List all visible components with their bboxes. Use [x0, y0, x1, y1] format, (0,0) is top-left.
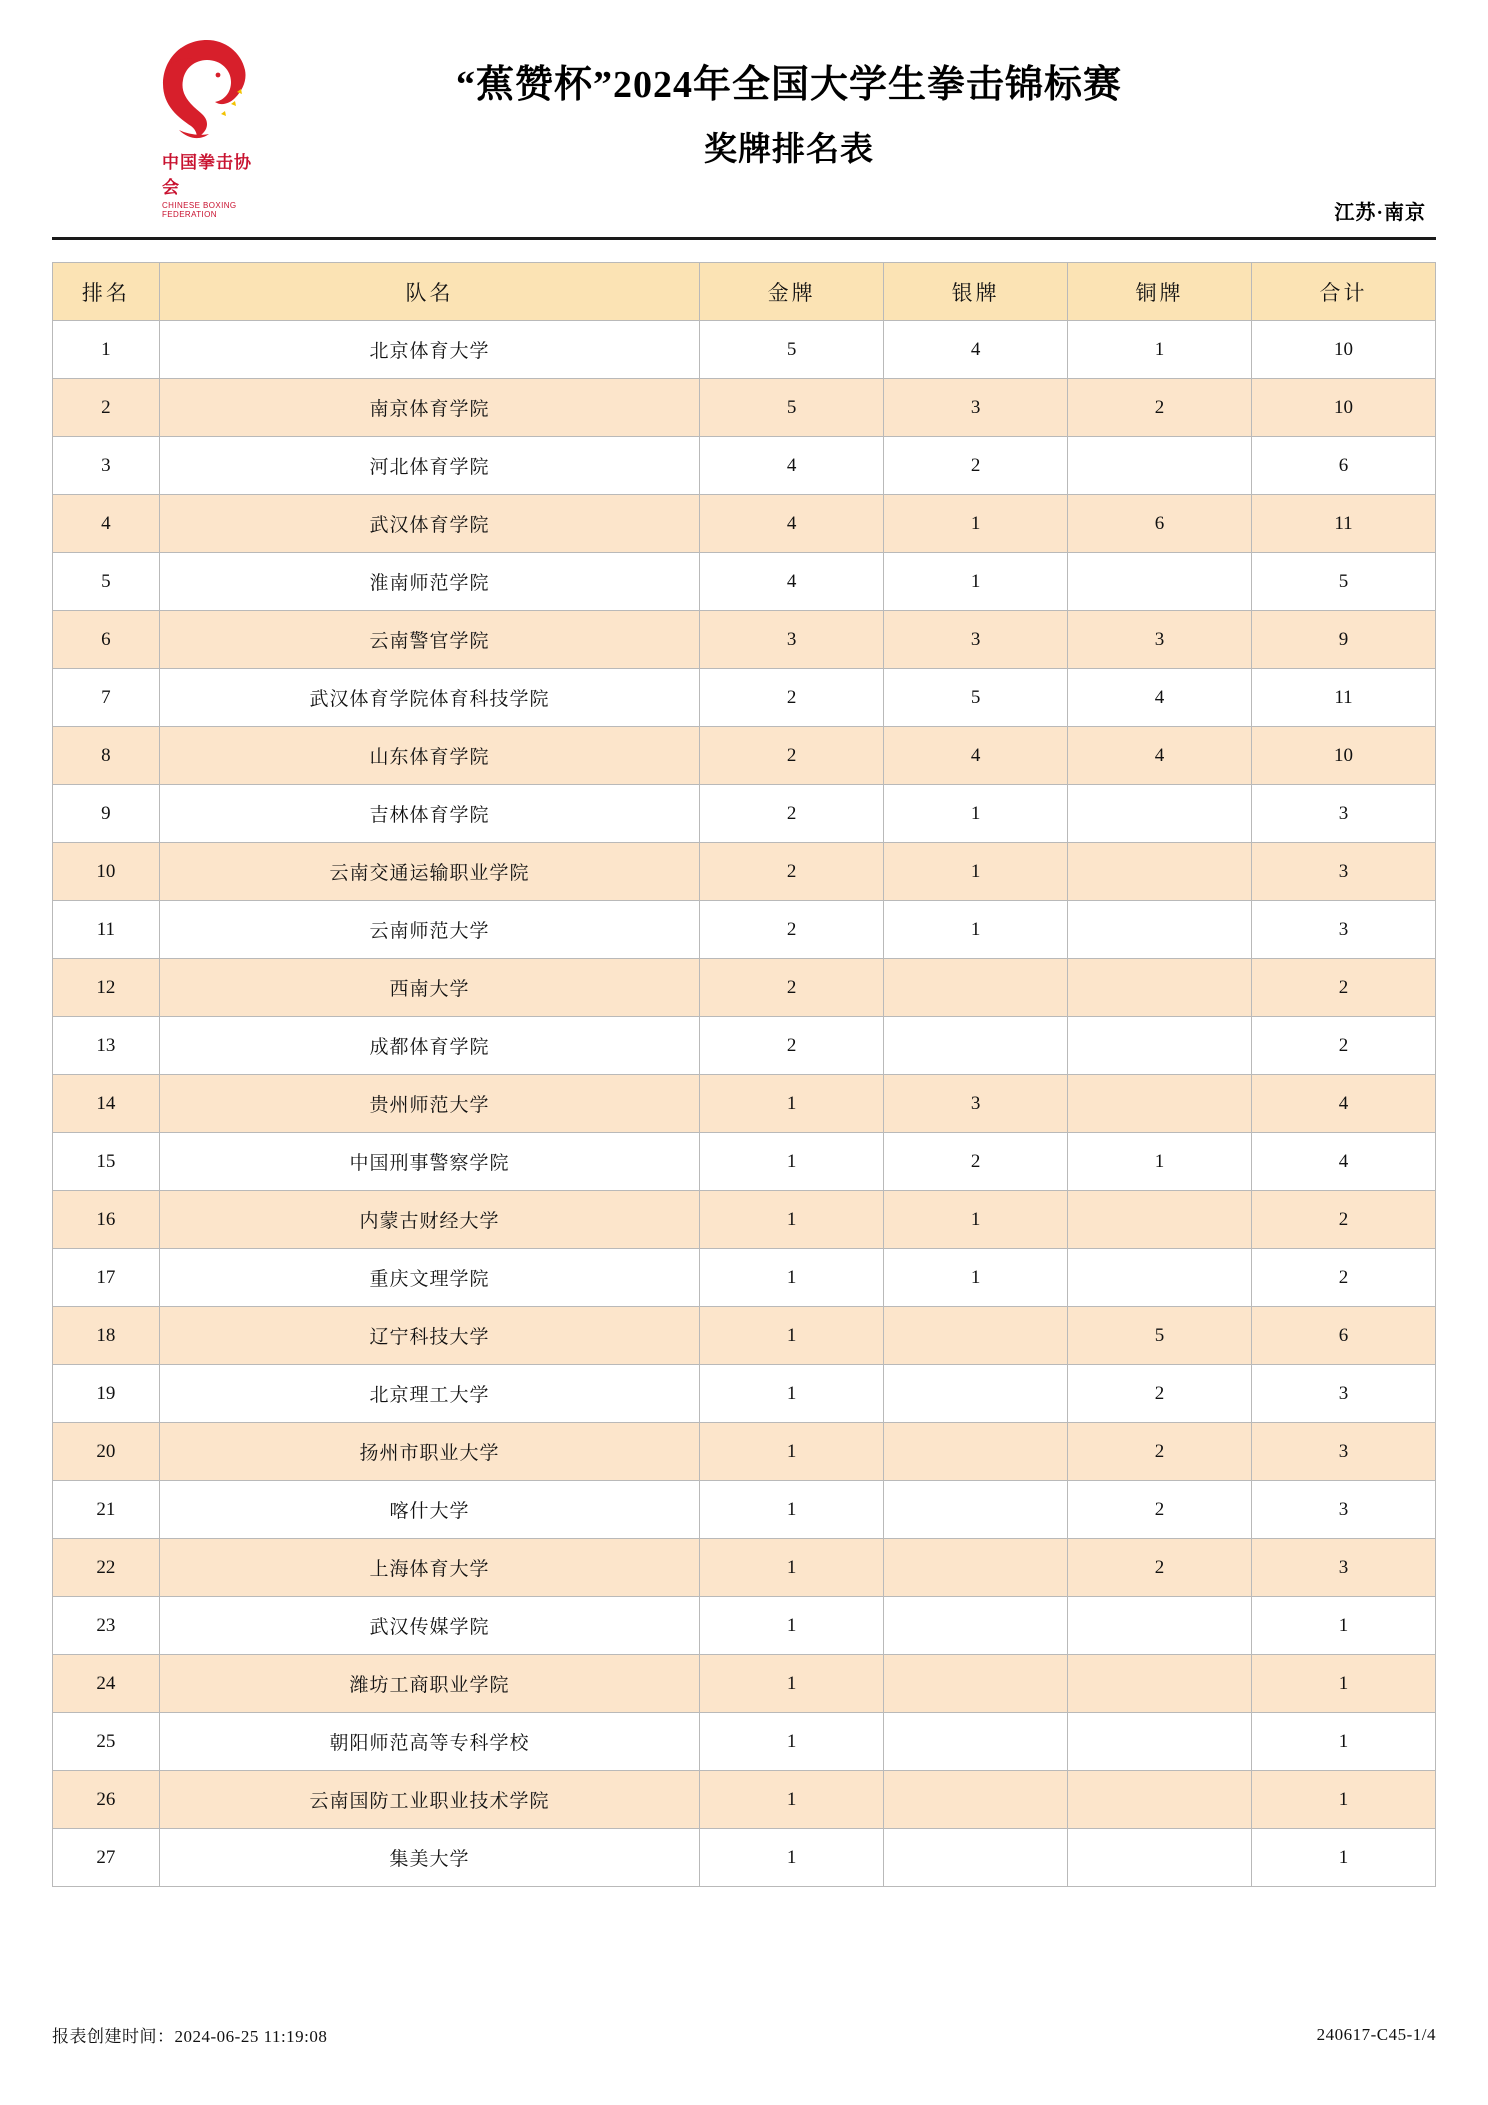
- cell-silver: 1: [884, 1249, 1068, 1307]
- cell-total: 1: [1252, 1771, 1436, 1829]
- cell-silver: 1: [884, 553, 1068, 611]
- cell-silver: 4: [884, 727, 1068, 785]
- cell-rank: 23: [53, 1597, 160, 1655]
- cell-total: 11: [1252, 495, 1436, 553]
- cell-silver: [884, 1423, 1068, 1481]
- cell-rank: 22: [53, 1539, 160, 1597]
- boxing-dragon-icon: [151, 34, 263, 146]
- cell-rank: 21: [53, 1481, 160, 1539]
- cell-gold: 4: [700, 553, 884, 611]
- logo-name-cn: 中国拳击协会: [162, 153, 252, 197]
- cell-silver: [884, 1481, 1068, 1539]
- cell-total: 3: [1252, 1539, 1436, 1597]
- table-row: [53, 1191, 1436, 1249]
- cell-team: 云南交通运输职业学院: [159, 843, 699, 901]
- cell-bronze: 1: [1068, 321, 1252, 379]
- cell-bronze: [1068, 959, 1252, 1017]
- cell-rank: 17: [53, 1249, 160, 1307]
- cell-total: 10: [1252, 379, 1436, 437]
- table-row: [53, 901, 1436, 959]
- cell-rank: 3: [53, 437, 160, 495]
- cell-total: 1: [1252, 1597, 1436, 1655]
- table-row: [53, 669, 1436, 727]
- table-row: [53, 843, 1436, 901]
- title-block: [252, 34, 1436, 170]
- cell-rank: 9: [53, 785, 160, 843]
- table-row: [53, 495, 1436, 553]
- cell-silver: 3: [884, 1075, 1068, 1133]
- cell-silver: [884, 1597, 1068, 1655]
- cell-silver: 4: [884, 321, 1068, 379]
- cell-team: 武汉体育学院体育科技学院: [159, 669, 699, 727]
- cell-team: 成都体育学院: [159, 1017, 699, 1075]
- cell-team: 集美大学: [159, 1829, 699, 1887]
- table-row: [53, 611, 1436, 669]
- cell-silver: 1: [884, 901, 1068, 959]
- table-row: [53, 1771, 1436, 1829]
- table-row: [53, 379, 1436, 437]
- cell-bronze: [1068, 553, 1252, 611]
- table-row: [53, 727, 1436, 785]
- cell-rank: 13: [53, 1017, 160, 1075]
- table-header-row: [53, 263, 1436, 321]
- cell-total: 4: [1252, 1133, 1436, 1191]
- cell-rank: 26: [53, 1771, 160, 1829]
- cell-gold: 1: [700, 1481, 884, 1539]
- cell-team: 北京理工大学: [159, 1365, 699, 1423]
- table-row: [53, 1249, 1436, 1307]
- cell-gold: 2: [700, 727, 884, 785]
- cell-bronze: [1068, 1249, 1252, 1307]
- cell-bronze: 4: [1068, 727, 1252, 785]
- cell-bronze: [1068, 1597, 1252, 1655]
- column-header-total: 合计: [1252, 263, 1436, 321]
- cell-gold: 2: [700, 1017, 884, 1075]
- cell-silver: [884, 1713, 1068, 1771]
- table-row: [53, 1307, 1436, 1365]
- cell-team: 重庆文理学院: [159, 1249, 699, 1307]
- cell-gold: 2: [700, 843, 884, 901]
- table-row: [53, 321, 1436, 379]
- cell-team: 喀什大学: [159, 1481, 699, 1539]
- table-body: [53, 321, 1436, 1887]
- cell-total: 1: [1252, 1829, 1436, 1887]
- cell-silver: 2: [884, 437, 1068, 495]
- cell-rank: 4: [53, 495, 160, 553]
- cell-bronze: [1068, 1655, 1252, 1713]
- cell-rank: 15: [53, 1133, 160, 1191]
- cell-gold: 4: [700, 495, 884, 553]
- cell-total: 3: [1252, 1365, 1436, 1423]
- cell-team: 武汉传媒学院: [159, 1597, 699, 1655]
- cell-gold: 5: [700, 321, 884, 379]
- cell-team: 北京体育大学: [159, 321, 699, 379]
- cell-bronze: 2: [1068, 1539, 1252, 1597]
- table-row: [53, 1365, 1436, 1423]
- cell-team: 潍坊工商职业学院: [159, 1655, 699, 1713]
- table-row: [53, 1655, 1436, 1713]
- cell-team: 淮南师范学院: [159, 553, 699, 611]
- cell-rank: 14: [53, 1075, 160, 1133]
- cell-total: 6: [1252, 1307, 1436, 1365]
- cell-team: 贵州师范大学: [159, 1075, 699, 1133]
- cell-rank: 8: [53, 727, 160, 785]
- cell-gold: 2: [700, 959, 884, 1017]
- cell-bronze: [1068, 843, 1252, 901]
- cell-team: 山东体育学院: [159, 727, 699, 785]
- cell-bronze: [1068, 1017, 1252, 1075]
- federation-logo: [52, 34, 252, 219]
- cell-gold: 1: [700, 1539, 884, 1597]
- table-row: [53, 1075, 1436, 1133]
- cell-rank: 6: [53, 611, 160, 669]
- cell-total: 10: [1252, 321, 1436, 379]
- cell-total: 1: [1252, 1713, 1436, 1771]
- cell-team: 上海体育大学: [159, 1539, 699, 1597]
- cell-rank: 20: [53, 1423, 160, 1481]
- cell-team: 辽宁科技大学: [159, 1307, 699, 1365]
- cell-total: 11: [1252, 669, 1436, 727]
- cell-total: 3: [1252, 901, 1436, 959]
- cell-total: 1: [1252, 1655, 1436, 1713]
- cell-team: 扬州市职业大学: [159, 1423, 699, 1481]
- column-header-rank: 排名: [53, 263, 160, 321]
- cell-total: 4: [1252, 1075, 1436, 1133]
- cell-silver: 1: [884, 495, 1068, 553]
- column-header-bronze: 铜牌: [1068, 263, 1252, 321]
- cell-total: 6: [1252, 437, 1436, 495]
- cell-gold: 1: [700, 1713, 884, 1771]
- cell-gold: 2: [700, 669, 884, 727]
- cell-rank: 24: [53, 1655, 160, 1713]
- cell-silver: 3: [884, 611, 1068, 669]
- cell-rank: 12: [53, 959, 160, 1017]
- cell-total: 5: [1252, 553, 1436, 611]
- document-footer: [52, 2022, 1436, 2047]
- cell-team: 西南大学: [159, 959, 699, 1017]
- cell-gold: 2: [700, 901, 884, 959]
- cell-gold: 1: [700, 1771, 884, 1829]
- cell-team: 云南警官学院: [159, 611, 699, 669]
- cell-bronze: 6: [1068, 495, 1252, 553]
- page-subtitle: 奖牌排名表: [704, 132, 874, 169]
- cell-silver: 1: [884, 785, 1068, 843]
- cell-gold: 1: [700, 1365, 884, 1423]
- cell-total: 3: [1252, 1423, 1436, 1481]
- cell-team: 武汉体育学院: [159, 495, 699, 553]
- cell-gold: 1: [700, 1829, 884, 1887]
- cell-silver: 3: [884, 379, 1068, 437]
- cell-bronze: [1068, 1075, 1252, 1133]
- cell-silver: [884, 959, 1068, 1017]
- medal-ranking-table: [52, 262, 1436, 1887]
- cell-rank: 18: [53, 1307, 160, 1365]
- cell-total: 2: [1252, 959, 1436, 1017]
- cell-silver: [884, 1655, 1068, 1713]
- cell-team: 云南国防工业职业技术学院: [159, 1771, 699, 1829]
- cell-total: 3: [1252, 785, 1436, 843]
- table-row: [53, 553, 1436, 611]
- header-divider: [52, 237, 1436, 240]
- cell-rank: 19: [53, 1365, 160, 1423]
- cell-rank: 1: [53, 321, 160, 379]
- cell-rank: 7: [53, 669, 160, 727]
- table-row: [53, 1481, 1436, 1539]
- table-row: [53, 1423, 1436, 1481]
- table-row: [53, 1713, 1436, 1771]
- cell-bronze: 2: [1068, 1365, 1252, 1423]
- cell-silver: [884, 1307, 1068, 1365]
- column-header-gold: 金牌: [700, 263, 884, 321]
- cell-gold: 1: [700, 1075, 884, 1133]
- cell-rank: 10: [53, 843, 160, 901]
- cell-gold: 4: [700, 437, 884, 495]
- cell-gold: 1: [700, 1307, 884, 1365]
- cell-silver: 1: [884, 843, 1068, 901]
- cell-gold: 1: [700, 1191, 884, 1249]
- report-created-time: 报表创建时间：2024-06-25 11:19:08: [52, 2027, 328, 2046]
- cell-team: 中国刑事警察学院: [159, 1133, 699, 1191]
- cell-total: 2: [1252, 1191, 1436, 1249]
- column-header-team: 队名: [159, 263, 699, 321]
- cell-gold: 1: [700, 1133, 884, 1191]
- cell-total: 9: [1252, 611, 1436, 669]
- table-row: [53, 1829, 1436, 1887]
- cell-bronze: 1: [1068, 1133, 1252, 1191]
- cell-silver: [884, 1771, 1068, 1829]
- cell-team: 云南师范大学: [159, 901, 699, 959]
- cell-bronze: [1068, 901, 1252, 959]
- cell-bronze: 5: [1068, 1307, 1252, 1365]
- cell-rank: 11: [53, 901, 160, 959]
- cell-silver: [884, 1017, 1068, 1075]
- cell-team: 内蒙古财经大学: [159, 1191, 699, 1249]
- cell-silver: 2: [884, 1133, 1068, 1191]
- cell-silver: 1: [884, 1191, 1068, 1249]
- cell-team: 朝阳师范高等专科学校: [159, 1713, 699, 1771]
- table-row: [53, 785, 1436, 843]
- cell-bronze: 2: [1068, 1423, 1252, 1481]
- cell-bronze: 4: [1068, 669, 1252, 727]
- cell-bronze: [1068, 437, 1252, 495]
- column-header-silver: 银牌: [884, 263, 1068, 321]
- cell-bronze: [1068, 1771, 1252, 1829]
- cell-team: 吉林体育学院: [159, 785, 699, 843]
- report-page-code: 240617-C45-1/4: [1316, 2024, 1436, 2044]
- logo-name-en: CHINESE BOXING FEDERATION: [162, 201, 237, 219]
- cell-rank: 16: [53, 1191, 160, 1249]
- cell-total: 10: [1252, 727, 1436, 785]
- cell-silver: 5: [884, 669, 1068, 727]
- cell-total: 2: [1252, 1017, 1436, 1075]
- cell-silver: [884, 1539, 1068, 1597]
- cell-rank: 5: [53, 553, 160, 611]
- cell-gold: 3: [700, 611, 884, 669]
- table-row: [53, 1133, 1436, 1191]
- cell-total: 3: [1252, 1481, 1436, 1539]
- cell-rank: 25: [53, 1713, 160, 1771]
- cell-rank: 2: [53, 379, 160, 437]
- cell-gold: 2: [700, 785, 884, 843]
- cell-gold: 1: [700, 1655, 884, 1713]
- cell-bronze: [1068, 785, 1252, 843]
- cell-bronze: [1068, 1829, 1252, 1887]
- cell-gold: 5: [700, 379, 884, 437]
- table-row: [53, 437, 1436, 495]
- cell-total: 3: [1252, 843, 1436, 901]
- cell-gold: 1: [700, 1423, 884, 1481]
- cell-team: 南京体育学院: [159, 379, 699, 437]
- table-row: [53, 1539, 1436, 1597]
- cell-gold: 1: [700, 1597, 884, 1655]
- table-row: [53, 1017, 1436, 1075]
- event-location: 江苏·南京: [1334, 202, 1426, 224]
- table-row: [53, 959, 1436, 1017]
- cell-total: 2: [1252, 1249, 1436, 1307]
- cell-bronze: [1068, 1713, 1252, 1771]
- cell-silver: [884, 1365, 1068, 1423]
- cell-gold: 1: [700, 1249, 884, 1307]
- table-row: [53, 1597, 1436, 1655]
- cell-team: 河北体育学院: [159, 437, 699, 495]
- cell-bronze: 3: [1068, 611, 1252, 669]
- cell-rank: 27: [53, 1829, 160, 1887]
- cell-bronze: 2: [1068, 379, 1252, 437]
- cell-bronze: [1068, 1191, 1252, 1249]
- page-title: “蕉赞杯”2024年全国大学生拳击锦标赛: [455, 64, 1122, 106]
- cell-bronze: 2: [1068, 1481, 1252, 1539]
- cell-silver: [884, 1829, 1068, 1887]
